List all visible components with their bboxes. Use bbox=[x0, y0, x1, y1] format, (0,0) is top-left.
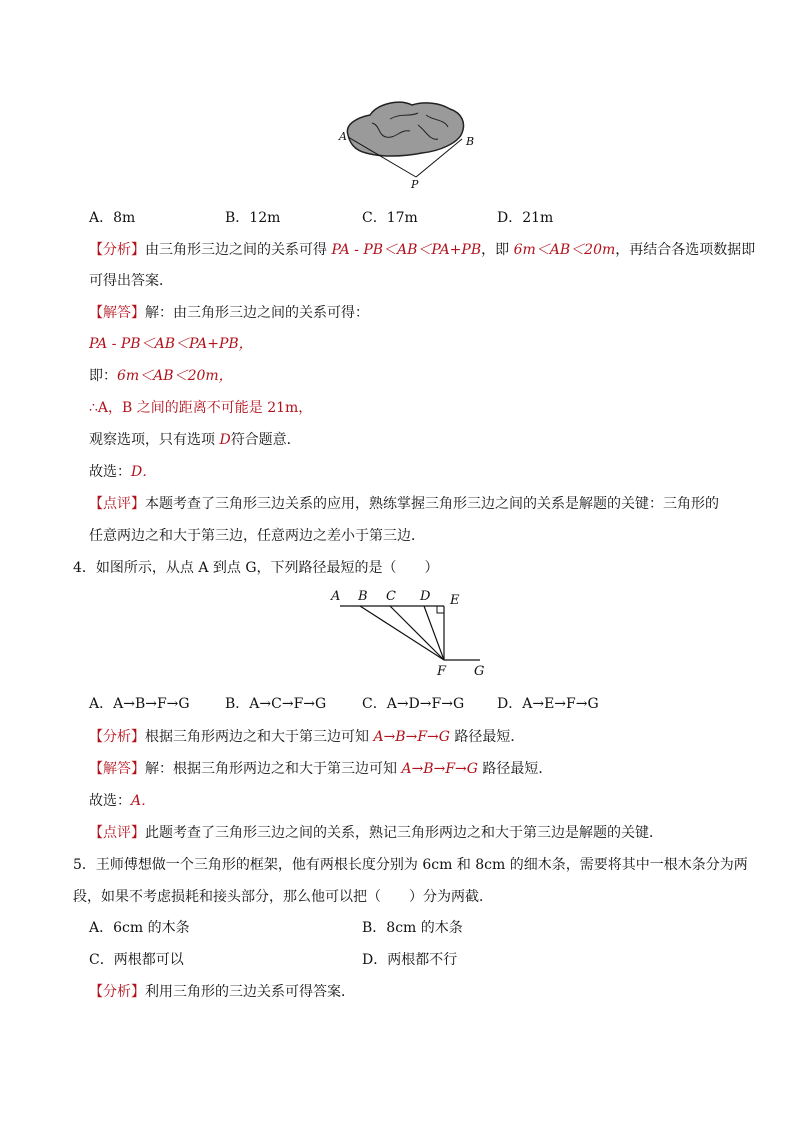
point-label-a: A bbox=[339, 130, 347, 143]
analysis-tag: 【分析】 bbox=[89, 729, 145, 745]
path-figure bbox=[340, 600, 490, 670]
point-label-g: G bbox=[474, 664, 485, 679]
q5-stem-line2: 段，如果不考虑损耗和接头部分，那么他可以把（ ）分为两截． bbox=[73, 889, 493, 905]
q4-solution bbox=[89, 759, 552, 779]
solution-line3: ∴A，B 之间的距离不可能是 21m， bbox=[89, 400, 313, 416]
option-b: B．A→C→F→G bbox=[225, 696, 327, 712]
solution-text: 解：由三角形三边之间的关系可得： bbox=[145, 305, 369, 321]
q5-stem-line1: 5．王师傅想做一个三角形的框架，他有两根长度分别为 6cm 和 8cm 的细木条，需要将其中一根木条分为两 bbox=[73, 857, 748, 873]
option-a: A．8m bbox=[89, 210, 136, 226]
answer-prefix: 故选： bbox=[89, 793, 131, 809]
q3-comment bbox=[89, 494, 719, 514]
solution-prefix: 即： bbox=[89, 368, 117, 384]
analysis-tail: 路径最短． bbox=[454, 729, 525, 745]
solution-range: 6m＜AB＜20m， bbox=[117, 368, 233, 384]
q4-answer bbox=[89, 791, 155, 811]
point-label-a: A bbox=[331, 589, 341, 604]
solution-tail: 路径最短． bbox=[482, 761, 553, 777]
analysis-text: 由三角形三边之间的关系可得 bbox=[145, 242, 327, 258]
analysis-range: 6m＜AB＜20m bbox=[513, 242, 616, 258]
option-b: B．12m bbox=[225, 210, 281, 226]
comment-tag: 【点评】 bbox=[89, 496, 145, 512]
point-label-p: P bbox=[411, 178, 419, 191]
segment-bf bbox=[360, 606, 444, 660]
point-label-b: B bbox=[466, 135, 475, 148]
q3-analysis bbox=[89, 240, 755, 260]
q5-analysis bbox=[89, 982, 355, 1002]
solution-text: 符合题意． bbox=[230, 432, 301, 448]
q3-comment-line2: 任意两边之和大于第三边，任意两边之差小于第三边． bbox=[89, 528, 425, 544]
segment-cf bbox=[390, 606, 444, 660]
analysis-text: 利用三角形的三边关系可得答案． bbox=[145, 984, 355, 1000]
point-label-d: D bbox=[420, 589, 431, 604]
solution-text: 解：根据三角形两边之和大于第三边可知 bbox=[145, 761, 397, 777]
solution-option: D bbox=[219, 432, 231, 448]
analysis-text: ，再结合各选项数据即 bbox=[615, 242, 756, 258]
answer-value: A． bbox=[131, 793, 156, 809]
solution-path: A→B→F→G bbox=[401, 761, 478, 777]
solution-line2 bbox=[89, 366, 233, 386]
option-c: C．A→D→F→G bbox=[362, 696, 465, 712]
option-c: C．两根都可以 bbox=[89, 952, 184, 968]
analysis-formula: PA - PB＜AB＜PA+PB bbox=[331, 242, 482, 258]
analysis-text: 根据三角形两边之和大于第三边可知 bbox=[145, 729, 369, 745]
option-a: A．A→B→F→G bbox=[89, 696, 190, 712]
q3-analysis-line2: 可得出答案． bbox=[89, 273, 173, 289]
segment-df bbox=[424, 606, 444, 660]
option-d: D．21m bbox=[497, 210, 554, 226]
solution-text: 观察选项，只有选项 bbox=[89, 432, 215, 448]
solution-line1: PA - PB＜AB＜PA+PB， bbox=[89, 336, 253, 352]
right-angle-mark bbox=[437, 606, 444, 613]
point-label-e: E bbox=[450, 593, 460, 608]
solution-tag: 【解答】 bbox=[89, 305, 145, 321]
comment-tag: 【点评】 bbox=[89, 825, 145, 841]
answer-value: D． bbox=[131, 464, 157, 480]
q4-comment bbox=[89, 823, 663, 843]
comment-text: 本题考查了三角形三边关系的应用，熟练掌握三角形三边之间的关系是解题的关键：三角形的 bbox=[145, 496, 719, 512]
solution-tag: 【解答】 bbox=[89, 761, 145, 777]
option-c: C．17m bbox=[362, 210, 418, 226]
solution-line4 bbox=[89, 430, 301, 450]
q3-answer bbox=[89, 462, 156, 482]
option-d: D．A→E→F→G bbox=[497, 696, 599, 712]
q3-solution bbox=[89, 303, 369, 323]
rock-shape bbox=[347, 102, 463, 156]
answer-prefix: 故选： bbox=[89, 464, 131, 480]
q4-analysis bbox=[89, 727, 524, 747]
q4-stem: 4．如图所示，从点 A 到点 G，下列路径最短的是（ ） bbox=[73, 560, 439, 576]
option-a: A．6cm 的木条 bbox=[89, 920, 190, 936]
rock-figure bbox=[330, 95, 480, 195]
option-b: B．8cm 的木条 bbox=[362, 920, 463, 936]
analysis-path: A→B→F→G bbox=[373, 729, 450, 745]
analysis-tag: 【分析】 bbox=[89, 984, 145, 1000]
analysis-tag: 【分析】 bbox=[89, 242, 145, 258]
point-label-f: F bbox=[437, 664, 447, 679]
comment-text: 此题考查了三角形三边之间的关系，熟记三角形两边之和大于第三边是解题的关键． bbox=[145, 825, 663, 841]
point-label-c: C bbox=[386, 589, 396, 604]
analysis-text: ，即 bbox=[481, 242, 510, 258]
point-label-b: B bbox=[358, 589, 368, 604]
option-d: D．两根都不行 bbox=[362, 952, 458, 968]
